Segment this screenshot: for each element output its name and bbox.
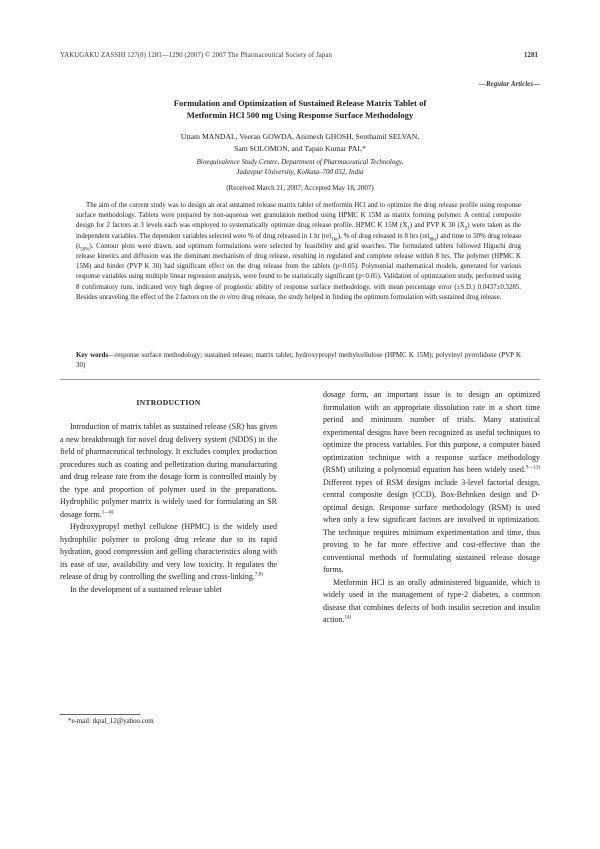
footnote-email: *e-mail: tkpal_12@yahoo.com <box>68 718 154 725</box>
abstract-text: The aim of the current study was to design an oral sustained release matrix tablet of metformin HCl and to optimize the drug release profile using response surface methodology. Tablets were prepared by non-aqueous wet granulation method using HPMC K 15M as matrix forming polymer. A central composite design for 2 factors at 3 levels each was employed to systematically optimize drug release profile. HPMC K 15M (X <box>76 202 521 230</box>
authors-line-1: Uttam MANDAL, Veeran GOWDA, Animesh GHOSH, Senthamil SELVAN, <box>180 132 420 141</box>
paragraph-text: In the development of a sustained release tablet <box>70 584 222 594</box>
paragraph-text: Different types of RSM designs include 3-level factorial design, central composite design (CCD), Box-Behnken design and D-optimal design. Response surface methodology (RSM) is used when only a few significant factors are involved in optimization. The technique requires minimum experimentation and time, thus proving to be far more effective and cost-effective than the conventional methods of formulating sustained release dosage forms. <box>323 477 540 574</box>
abstract-text: ) and time to 50% drug release (t <box>76 232 521 250</box>
abstract-subscript: 8hr <box>429 236 437 242</box>
paragraph-text: Hydroxypropyl methyl cellulose (HPMC) is the widely used hydrophilic polymer to prolong drug release due to its rapid hydration, good compression and gelling characteristics along with its ease of use, availability and very low toxicity. It regulates the release of drug by controlling the swelling and cross-linking. <box>60 522 277 581</box>
abstract-italic: in vitro <box>219 293 240 301</box>
authors-line-2: Sam SOLOMON, and Tapan Kumar PAL* <box>234 144 366 153</box>
title-line-1: Formulation and Optimization of Sustained Release Matrix Tablet of <box>173 98 427 108</box>
abstract <box>76 201 521 303</box>
abstract-text: ) were taken as the independent variables. The dependent variables selected were % of drug released in 1 hr (rel <box>76 222 521 240</box>
introduction-heading: INTRODUCTION <box>136 398 201 407</box>
citation: 9—13) <box>525 465 540 471</box>
paper-title <box>60 97 540 121</box>
keywords-label: Key words <box>76 352 109 359</box>
affiliation-line-1: Bioequivalence Study Centre, Department of Pharmaceutical Technology, <box>196 158 404 166</box>
abstract-text: drug release, the study helped in finding the optimum formulation with sustained drug release. <box>239 293 502 301</box>
citation: 7,8) <box>254 572 263 578</box>
intro-paragraph-1 <box>60 421 277 521</box>
received-dates: (Received March 21, 2007; Accepted May 18, 2007) <box>226 184 374 192</box>
abstract-text: ) and PVP K 30 (X <box>409 222 465 230</box>
intro-paragraph-4 <box>323 577 540 627</box>
citation: 14) <box>344 615 352 621</box>
keywords <box>76 351 521 371</box>
title-line-2: Metformin HCl 500 mg Using Response Surface Methodology <box>186 110 414 120</box>
abstract-subscript: 1 <box>407 226 410 232</box>
journal-header: YAKUGAKU ZASSHI 127(8) 1281—1290 (2007) © 2007 The Pharmaceutical Society of Japan <box>60 52 333 59</box>
intro-paragraph-3-continued <box>323 389 540 577</box>
abstract-subscript: 1hr <box>331 236 338 242</box>
authors <box>60 131 540 155</box>
right-column <box>323 389 540 627</box>
intro-paragraph-3 <box>60 584 277 597</box>
abstract-subscript: 50% <box>80 247 90 253</box>
affiliation <box>60 157 540 177</box>
page-number: 1281 <box>524 52 538 59</box>
article-type: —Regular Articles— <box>479 80 540 88</box>
paragraph-text: Introduction of matrix tablet as sustained release (SR) has given a new breakthrough for novel drug delivery system (NDDS) in the field of pharmaceutical technology. It excludes complex production procedures such as coating and pelletization during manufacturing and drug release rate from the dosage form is controlled mainly by the type and proportion of polymer used in the preparations. Hydrophilic polymer matrix is widely used for formulating an SR dosage form. <box>60 422 277 519</box>
paragraph-text: dosage form, an important issue is to design an optimized formulation with an appropriate dissolution rate in a short time period and minimum number of trials. Many statistical experimental designs have been recognized as useful techniques to optimize the process variables. For this purpose, a computer based optimization technique with a response surface methodology (RSM) utilizing a polynomial equation has been widely used. <box>323 390 540 474</box>
keywords-text: —response surface methodology; sustained release; matrix tablet; hydroxypropyl methylcellulose (HPMC K 15M); polyvinyl pyrrolidone (PVP K 30) <box>76 352 521 370</box>
intro-paragraph-2 <box>60 521 277 584</box>
section-divider <box>60 379 540 380</box>
abstract-text: ). Contour plots were drawn, and optimum formulations were selected by feasibility and grid searches. The formulated tablets followed Higuchi drug release kinetics and diffusion was the dominant mechanism of drug release, resulting in regulated and complete release within 8 hrs. The polymer (HPMC K 15M) and binder (PVP K 30) had significant effect on the drug release from the tablets (p<0.05). Polynomial mathematical models, generated for various response variables using multiple linear regression analysis, were found to be statistically significant (p<0.05). Validation of optimization study, performed using 8 confirmatory runs, indicated very high degree of prognostic ability of response surface methodology, with mean percentage error (±S.D.) 0.0437±0.3285. Besides unraveling the effect of the 2 factors on the <box>76 242 521 301</box>
footnote-rule <box>60 714 140 715</box>
abstract-text: ), % of drug released in 8 hrs (rel <box>337 232 430 240</box>
left-column <box>60 421 277 596</box>
abstract-subscript: 2 <box>464 226 468 232</box>
paragraph-text: Metformin HCl is an orally administered biguanide, which is widely used in the management of type-2 diabetes, a common disease that combines defects of both insulin secretion and insulin action. <box>323 577 540 624</box>
affiliation-line-2: Jadavpur University, Kolkata–700 032, India <box>236 168 364 176</box>
citation: 1—6) <box>101 509 114 515</box>
